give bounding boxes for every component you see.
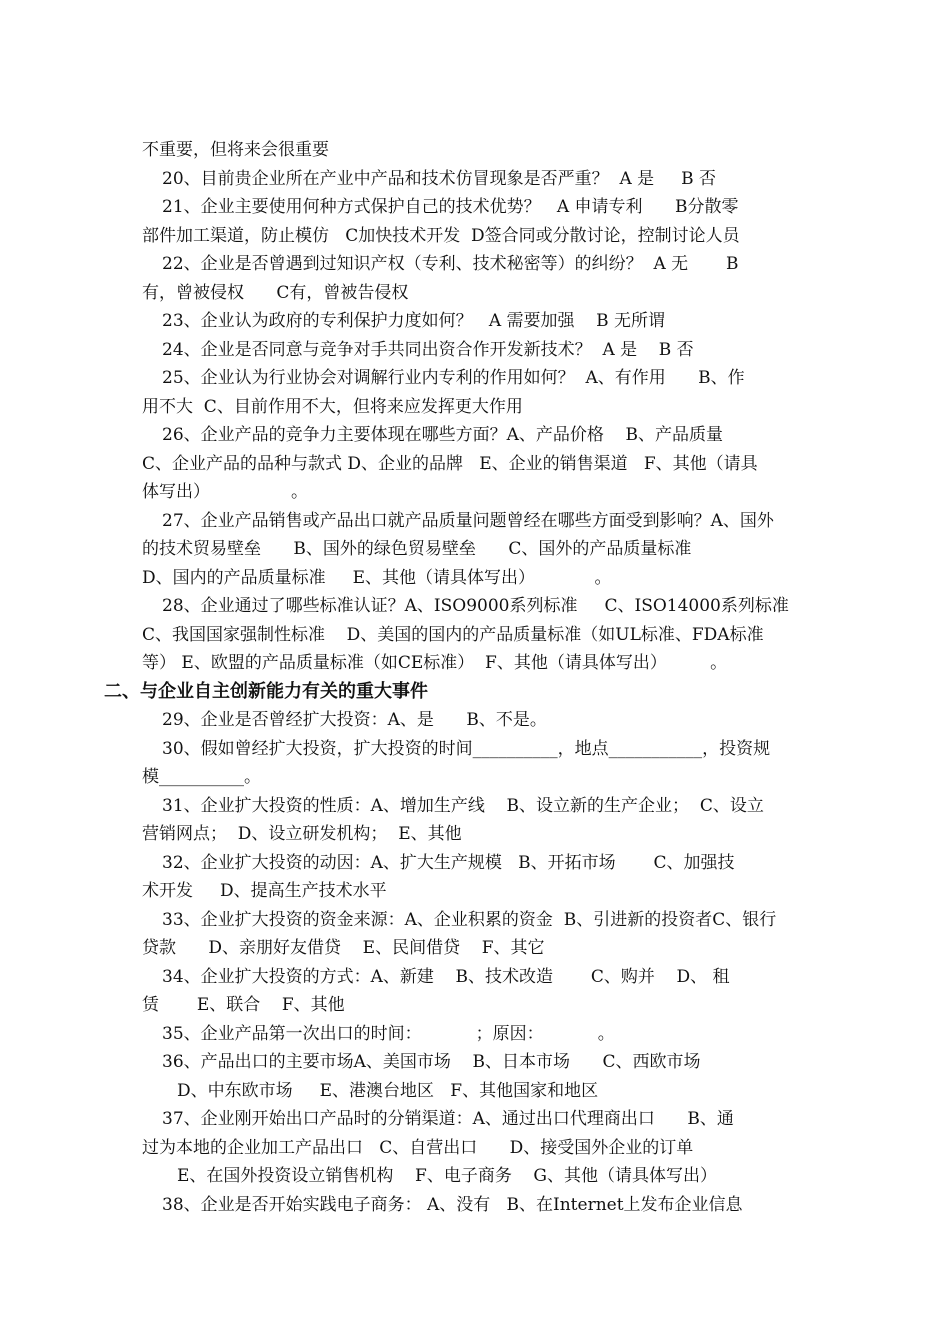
text-line: 体写出） 。: [142, 482, 309, 502]
question-37: 37、企业刚开始出口产品时的分销渠道：A、通过出口代理商出口 B、通: [162, 1109, 734, 1129]
question-21: 21、企业主要使用何种方式保护自己的技术优势？ A 申请专利 B分散零: [162, 197, 739, 217]
question-27: 27、企业产品销售或产品出口就产品质量问题曾经在哪些方面受到影响？A、国外: [162, 510, 774, 531]
question-35: 35、企业产品第一次出口的时间： ；原因： 。: [162, 1023, 615, 1044]
text-line: 赁 E、联合 F、其他: [142, 995, 345, 1015]
question-23: 23、企业认为政府的专利保护力度如何？ A 需要加强 B 无所谓: [162, 311, 666, 331]
question-22: 22、企业是否曾遇到过知识产权（专利、技术秘密等）的纠纷？ A 无 B: [162, 254, 739, 274]
question-20: 20、目前贵企业所在产业中产品和技术仿冒现象是否严重？ A 是 B 否: [162, 168, 717, 189]
text-line: 等） E、欧盟的产品质量标准（如CE标准） F、其他（请具体写出） 。: [142, 653, 728, 673]
text-line: D、中东欧市场 E、港澳台地区 F、其他国家和地区: [177, 1080, 599, 1101]
text-line: 有，曾被侵权 C有，曾被告侵权: [142, 282, 409, 303]
text-line: 营销网点； D、设立研发机构； E、其他: [142, 824, 462, 844]
question-29: 29、企业是否曾经扩大投资：A、是 B、不是。: [162, 710, 547, 730]
question-32: 32、企业扩大投资的动因：A、扩大生产规模 B、开拓市场 C、加强技: [162, 852, 735, 873]
question-36: 36、产品出口的主要市场A、美国市场 B、日本市场 C、西欧市场: [162, 1052, 701, 1072]
text-line: 部件加工渠道，防止模仿 C加快技术开发 D签合同或分散讨论，控制讨论人员: [142, 225, 740, 246]
text-line: C、企业产品的品种与款式 D、企业的品牌 E、企业的销售渠道 F、其他（请具: [142, 453, 758, 474]
question-38: 38、企业是否开始实践电子商务： A、没有 B、在Internet上发布企业信息: [162, 1194, 743, 1215]
text-line: 不重要，但将来会很重要: [142, 140, 329, 160]
text-line: D、国内的产品质量标准 E、其他（请具体写出） 。: [142, 567, 612, 588]
question-25: 25、企业认为行业协会对调解行业内专利的作用如何？ A、有作用 B、作: [162, 368, 745, 388]
question-26: 26、企业产品的竞争力主要体现在哪些方面？A、产品价格 B、产品质量: [162, 425, 724, 445]
text-line: 用不大 C、目前作用不大，但将来应发挥更大作用: [142, 396, 523, 417]
text-line: C、我国国家强制性标准 D、美国的国内的产品质量标准（如UL标准、FDA标准: [142, 624, 764, 645]
question-28: 28、企业通过了哪些标准认证？A、ISO9000系列标准 C、ISO14000系列标准: [162, 596, 789, 616]
text-line: 模__________。: [142, 767, 261, 787]
question-33: 33、企业扩大投资的资金来源：A、企业积累的资金 B、引进新的投资者C、银行: [162, 909, 777, 930]
text-line: 贷款 D、亲朋好友借贷 E、民间借贷 F、其它: [142, 938, 545, 958]
text-line: 术开发 D、提高生产技术水平: [142, 881, 387, 901]
document-body: [104, 136, 848, 1219]
question-34: 34、企业扩大投资的方式：A、新建 B、技术改造 C、购并 D、 租: [162, 966, 730, 987]
question-31: 31、企业扩大投资的性质：A、增加生产线 B、设立新的生产企业； C、设立: [162, 795, 764, 816]
text-line: E、在国外投资设立销售机构 F、电子商务 G、其他（请具体写出）: [177, 1166, 718, 1186]
question-24: 24、企业是否同意与竞争对手共同出资合作开发新技术？ A 是 B 否: [162, 339, 694, 360]
section-heading: 二、与企业自主创新能力有关的重大事件: [104, 680, 428, 702]
text-line: 的技术贸易壁垒 B、国外的绿色贸易壁垒 C、国外的产品质量标准: [142, 539, 692, 559]
question-30: 30、假如曾经扩大投资，扩大投资的时间__________，地点___________，投资规: [162, 738, 771, 759]
text-line: 过为本地的企业加工产品出口 C、自营出口 D、接受国外企业的订单: [142, 1137, 694, 1158]
